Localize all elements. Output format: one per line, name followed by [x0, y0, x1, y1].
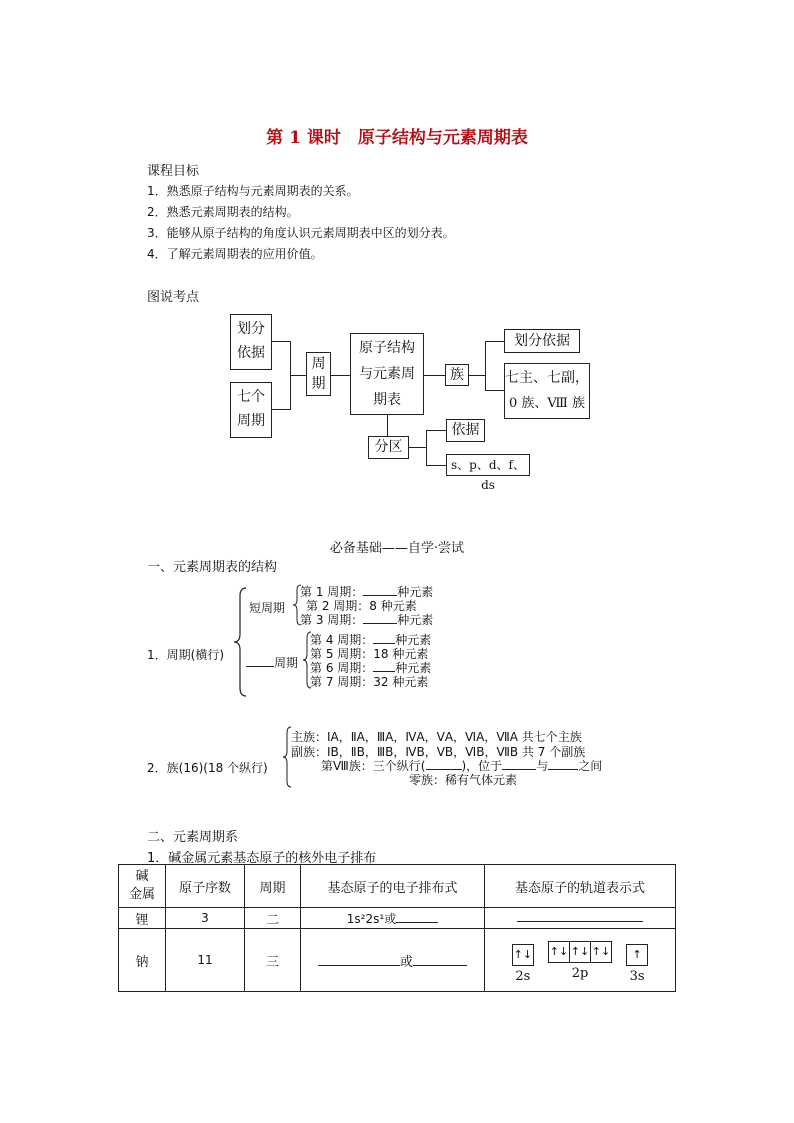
center-box: 原子结构 与元素周 期表: [350, 333, 424, 415]
header-cell: 基态原子的轨道表示式: [514, 880, 645, 896]
group8-line: 第Ⅷ族：三个纵行( )，位于 与 之间: [321, 759, 603, 773]
group-kinds-box: 七主、七副， 0 族、Ⅷ 族: [504, 363, 590, 419]
part2-heading: 二、元素周期系: [147, 830, 239, 845]
orbital-diagram-cell: [485, 929, 676, 992]
zone-basis-box: 依据: [446, 419, 485, 442]
header-cell: 基态原子的电子排布式: [327, 880, 458, 896]
part1-heading: 一、元素周期表的结构: [147, 560, 278, 575]
atomic-number: 11: [166, 929, 245, 992]
table-row: [119, 908, 676, 929]
short-period-label: 短周期: [249, 601, 286, 615]
zone-kinds-box: s、p、d、f、ds: [446, 454, 530, 476]
table-row: [119, 929, 676, 992]
long-row: 第 5 周期：18 种元素: [310, 647, 429, 661]
orbital-box: ↑↓: [569, 941, 591, 963]
objective-item: 1．熟悉原子结构与元素周期表的关系。: [147, 184, 359, 198]
objective-item: 3．能够从原子结构的角度认识元素周期表中区的划分表。: [147, 226, 455, 240]
objectives-heading: 课程目标: [147, 164, 200, 179]
period-label: 1．周期(横行): [147, 648, 224, 662]
atomic-number: 3: [166, 908, 245, 929]
group0-line: 零族：稀有气体元素: [409, 773, 518, 787]
short-row: 第 2 周期：8 种元素: [306, 599, 417, 613]
group-basis-box: 划分依据: [504, 329, 580, 353]
section-basic-heading: 必备基础——自学·尝试: [329, 541, 465, 556]
long-row: 第 6 周期： 种元素: [310, 661, 432, 675]
element-name: 锂: [119, 908, 166, 929]
page-title: 第 1 课时 原子结构与元素周期表: [266, 128, 528, 148]
orbital-2p: ↑↓ ↑↓ ↑↓ 2p: [548, 941, 612, 981]
sub-group-line: 副族：ⅠB，ⅡB，ⅢB，ⅣB，ⅤB，ⅥB，ⅦB 共 7 个副族: [291, 745, 586, 759]
orbital-box: ↑↓: [512, 944, 534, 966]
config-cell: 或: [301, 929, 485, 992]
long-row: 第 7 周期：32 种元素: [310, 675, 429, 689]
orbital-box: ↑: [626, 944, 648, 966]
period-box: 周 期: [306, 352, 331, 396]
long-row: 第 4 周期： 种元素: [310, 633, 432, 647]
short-row: 第 1 周期： 种元素: [300, 585, 434, 599]
zone-box: 分区: [368, 436, 409, 459]
group-box: 族: [445, 364, 469, 386]
period-cell: 三: [245, 929, 301, 992]
part2-subheading: 1．碱金属元素基态原子的核外电子排布: [147, 851, 377, 866]
table-header-row: [119, 865, 676, 908]
orbital-box: ↑↓: [548, 941, 570, 963]
config-cell: 1s²2s¹或: [301, 908, 485, 929]
brace-icon: [232, 586, 248, 698]
orbital-3s: ↑ 3s: [626, 944, 648, 984]
objective-item: 2．熟悉元素周期表的结构。: [147, 205, 299, 219]
period-cell: 二: [245, 908, 301, 929]
main-group-line: 主族：ⅠA，ⅡA，ⅢA，ⅣA，ⅤA，ⅥA，ⅦA 共七个主族: [291, 730, 582, 744]
diagram-heading: 图说考点: [147, 290, 200, 305]
orbital-box: ↑↓: [590, 941, 612, 963]
header-cell: 碱 金属: [128, 869, 155, 902]
element-name: 钠: [119, 929, 166, 992]
basis-box: 划分 依据: [230, 314, 272, 370]
header-cell: 原子序数: [178, 880, 231, 896]
long-period-label: 周期: [246, 654, 298, 671]
seven-periods-box: 七个 周期: [230, 382, 272, 438]
orbital-2s: ↑↓ 2s: [512, 944, 534, 984]
objective-item: 4．了解元素周期表的应用价值。: [147, 247, 323, 261]
short-row: 第 3 周期： 种元素: [300, 613, 434, 627]
orbital-cell: [485, 908, 676, 929]
electron-config-table: [118, 864, 676, 992]
group-label: 2．族(16)(18 个纵行): [147, 761, 268, 775]
header-cell: 周期: [259, 880, 286, 896]
